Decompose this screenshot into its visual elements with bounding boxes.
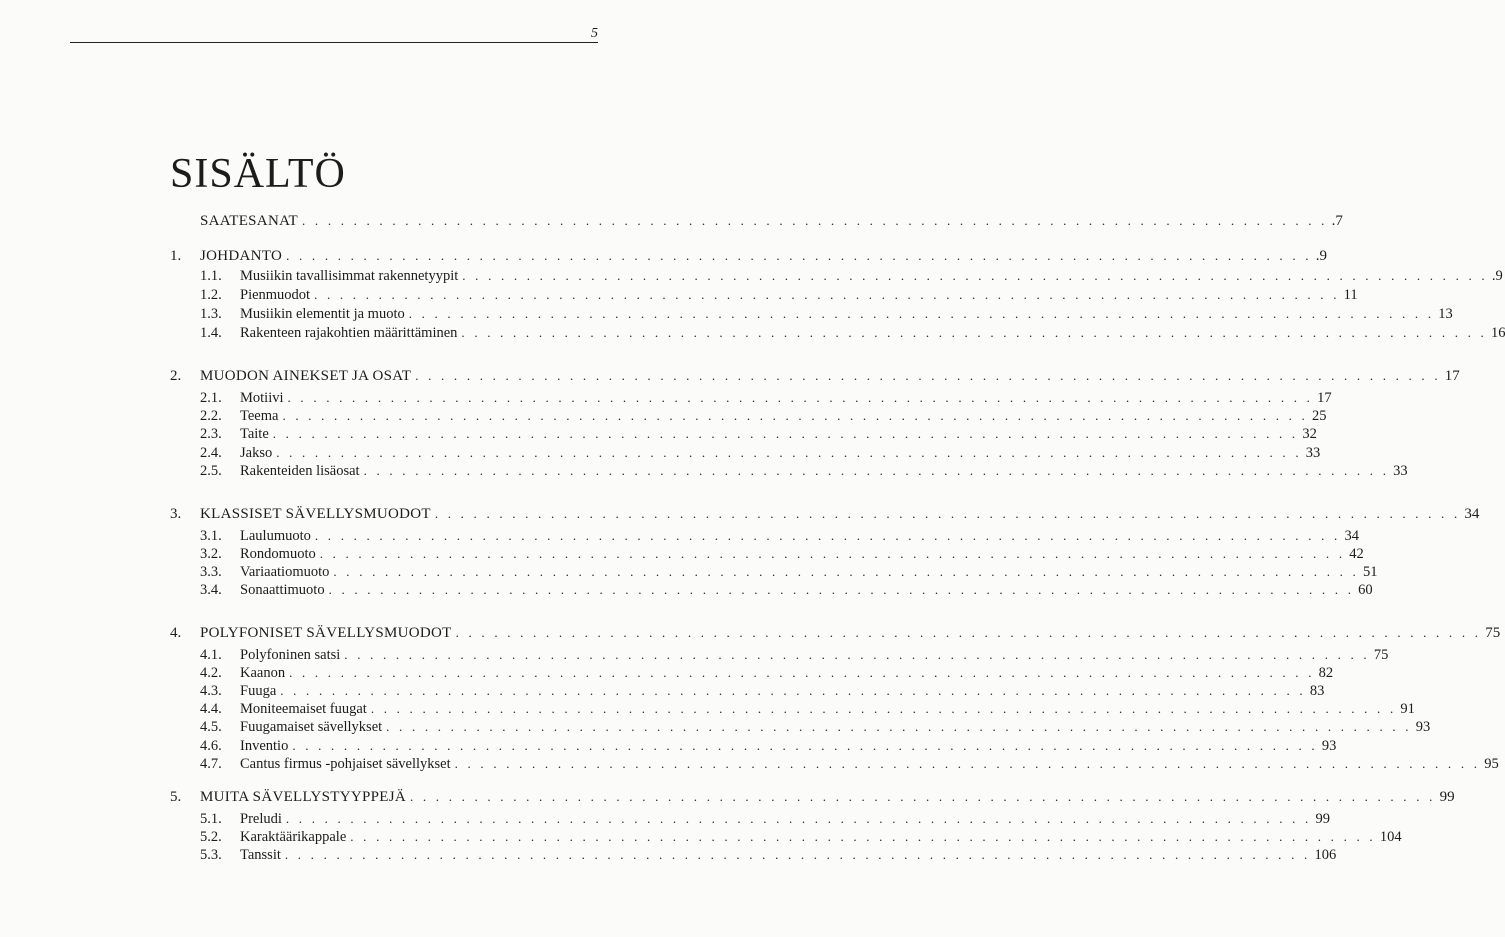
toc-number: 1.4. [200,325,222,341]
toc-page-number: 25 [1312,408,1327,424]
toc-page-number: 91 [1400,701,1415,717]
toc-leader-dots: . . . . . . . . . . . . . . . . . . . . . . . . . . . . . . . . . . . . . . . . . . . . . . . . . . . . . . . . . . . . . . . . . . . . . . . . . . . . . . . . [454,756,1481,771]
toc-title: Polyfoninen satsi [240,647,341,663]
toc-title: SAATESANAT [200,213,299,229]
toc-entry-row [170,407,1327,425]
toc-entry-row [170,664,1334,682]
toc-title: MUITA SÄVELLYSTYYPPEJÄ [200,789,406,805]
toc-entry-row [170,581,1373,599]
toc-number: 3.2. [200,546,222,562]
toc-number: 3.4. [200,582,222,598]
toc-leader-dots: . . . . . . . . . . . . . . . . . . . . . . . . . . . . . . . . . . . . . . . . . . . . . . . . . . . . . . . . . . . . . . . . . . . . . . . . . . . . . . . . [284,847,1311,862]
toc-page-number: 99 [1439,789,1455,805]
toc-page-number: 34 [1464,506,1480,522]
toc-entry-row [170,425,1317,443]
toc-title: Musiikin elementit ja muoto [240,306,405,322]
toc-title: Moniteemaiset fuugat [240,701,367,717]
toc-page-number: 32 [1302,426,1317,442]
toc-title: Preludi [240,811,282,827]
toc-leader-dots: . . . . . . . . . . . . . . . . . . . . . . . . . . . . . . . . . . . . . . . . . . . . . . . . . . . . . . . . . . . . . . . . . . . . . . . . . . . . . . . . [302,213,1328,228]
toc-title: Musiikin tavallisimmat rakennetyypit [240,268,459,284]
toc-title: Teema [240,408,279,424]
toc-leader-dots: . . . . . . . . . . . . . . . . . . . . . . . . . . . . . . . . . . . . . . . . . . . . . . . . . . . . . . . . . . . . . . . . . . . . . . . . . . . . . . . . [314,528,1341,543]
toc-leader-dots: . . . . . . . . . . . . . . . . . . . . . . . . . . . . . . . . . . . . . . . . . . . . . . . . . . . . . . . . . . . . . . . . . . . . . . . . . . . . . . . . [282,408,1308,423]
page-title: SISÄLTÖ [170,151,346,197]
toc-leader-dots: . . . . . . . . . . . . . . . . . . . . . . . . . . . . . . . . . . . . . . . . . . . . . . . . . . . . . . . . . . . . . . . . . . . . . . . . . . . . . . . . [328,582,1355,597]
toc-number: 4.5. [200,719,222,735]
toc-title: Fuugamaiset sävellykset [240,719,383,735]
toc-leader-dots: . . . . . . . . . . . . . . . . . . . . . . . . . . . . . . . . . . . . . . . . . . . . . . . . . . . . . . . . . . . . . . . . . . . . . . . . . . . . . . . . [350,829,1376,844]
toc-title: Rakenteen rajakohtien määrittäminen [240,325,458,341]
toc-leader-dots: . . . . . . . . . . . . . . . . . . . . . . . . . . . . . . . . . . . . . . . . . . . . . . . . . . . . . . . . . . . . . . . . . . . . . . . . . . . . . . . . [287,390,1314,405]
toc-leader-dots: . . . . . . . . . . . . . . . . . . . . . . . . . . . . . . . . . . . . . . . . . . . . . . . . . . . . . . . . . . . . . . . . . . . . . . . . . . . . . . . . [363,463,1390,478]
toc-chapter-row [170,212,1343,230]
toc-number: 2.1. [200,390,222,406]
toc-number: 1.3. [200,306,222,322]
toc-number: 5. [170,789,182,805]
toc-title: Pienmuodot [240,287,311,303]
toc-number: 4.7. [200,756,222,772]
toc-number: 2. [170,368,182,384]
toc-number: 5.1. [200,811,222,827]
toc-leader-dots: . . . . . . . . . . . . . . . . . . . . . . . . . . . . . . . . . . . . . . . . . . . . . . . . . . . . . . . . . . . . . . . . . . . . . . . . . . . . . . . . [410,789,1436,804]
toc-leader-dots: . . . . . . . . . . . . . . . . . . . . . . . . . . . . . . . . . . . . . . . . . . . . . . . . . . . . . . . . . . . . . . . . . . . . . . . . . . . . . . . . [314,287,1340,302]
toc-page-number: 75 [1373,647,1389,663]
toc-page-number: 17 [1317,390,1332,406]
toc-title: Sonaattimuoto [240,582,325,598]
toc-entry-row [170,545,1364,563]
toc-entry-row [170,846,1337,864]
header-rule [70,42,598,43]
toc-page-number: .9 [1315,248,1327,264]
toc-entry-row [170,700,1415,718]
page-number: 5 [591,26,598,41]
toc-entry-row [170,682,1325,700]
toc-leader-dots: . . . . . . . . . . . . . . . . . . . . . . . . . . . . . . . . . . . . . . . . . . . . . . . . . . . . . . . . . . . . . . . . . . . . . . . . . . . . . . . . [386,719,1412,734]
toc-leader-dots: . . . . . . . . . . . . . . . . . . . . . . . . . . . . . . . . . . . . . . . . . . . . . . . . . . . . . . . . . . . . . . . . . . . . . . . . . . . . . . . . [286,248,1312,263]
toc-number: 4. [170,625,182,641]
toc-leader-dots: . . . . . . . . . . . . . . . . . . . . . . . . . . . . . . . . . . . . . . . . . . . . . . . . . . . . . . . . . . . . . . . . . . . . . . . . . . . . . . . . [280,683,1306,698]
toc-entry-row [170,267,1503,285]
toc-number: 4.3. [200,683,222,699]
toc-title: Karaktäärikappale [240,829,347,845]
toc-number: 4.2. [200,665,222,681]
toc-title: Rakenteiden lisäosat [240,463,360,479]
toc-entry-row [170,646,1389,664]
toc-chapter-row [170,624,1501,642]
toc-title: Cantus firmus -pohjaiset sävellykset [240,756,451,772]
toc-page-number: 33 [1305,445,1321,461]
toc-page-number: 106 [1314,847,1337,863]
toc-title: Fuuga [240,683,277,699]
toc-leader-dots: . . . . . . . . . . . . . . . . . . . . . . . . . . . . . . . . . . . . . . . . . . . . . . . . . . . . . . . . . . . . . . . . . . . . . . . . . . . . . . . . [272,426,1299,441]
toc-leader-dots: . . . . . . . . . . . . . . . . . . . . . . . . . . . . . . . . . . . . . . . . . . . . . . . . . . . . . . . . . . . . . . . . . . . . . . . . . . . . . . . . [333,564,1359,579]
toc-leader-dots: . . . . . . . . . . . . . . . . . . . . . . . . . . . . . . . . . . . . . . . . . . . . . . . . . . . . . . . . . . . . . . . . . . . . . . . . . . . . . . . . [289,665,1315,680]
toc-entry-row [170,389,1332,407]
toc-chapter-row [170,505,1480,523]
toc-entry-row [170,527,1359,545]
toc-entry-row [170,462,1408,480]
toc-entry-row [170,755,1499,773]
toc-number: 1.1. [200,268,222,284]
toc-page-number: 13 [1438,306,1453,322]
toc-entry-row [170,324,1505,342]
toc-leader-dots: . . . . . . . . . . . . . . . . . . . . . . . . . . . . . . . . . . . . . . . . . . . . . . . . . . . . . . . . . . . . . . . . . . . . . . . . . . . . . . . . [408,306,1435,321]
toc-title: KLASSISET SÄVELLYSMUODOT [200,506,431,522]
toc-number: 4.6. [200,738,222,754]
toc-number: 3.3. [200,564,222,580]
toc-page-number: 51 [1362,564,1378,580]
toc-leader-dots: . . . . . . . . . . . . . . . . . . . . . . . . . . . . . . . . . . . . . . . . . . . . . . . . . . . . . . . . . . . . . . . . . . . . . . . . . . . . . . . . [370,701,1397,716]
toc-entry-row [170,737,1337,755]
toc-page-number: 95 [1484,756,1499,772]
toc-entry-row [170,718,1431,736]
toc-title: Tanssit [240,847,281,863]
toc-number: 5.3. [200,847,222,863]
toc-page-number: 75 [1485,625,1501,641]
toc-entry-row [170,563,1378,581]
toc-number: 4.4. [200,701,222,717]
toc-number: 3.1. [200,528,222,544]
toc-number: 4.1. [200,647,222,663]
toc-entry-row [170,286,1358,304]
toc-title: Taite [240,426,269,442]
toc-page-number: .7 [1331,213,1343,229]
toc-leader-dots: . . . . . . . . . . . . . . . . . . . . . . . . . . . . . . . . . . . . . . . . . . . . . . . . . . . . . . . . . . . . . . . . . . . . . . . . . . . . . . . . [455,625,1482,640]
toc-chapter-row [170,247,1327,265]
toc-leader-dots: . . . . . . . . . . . . . . . . . . . . . . . . . . . . . . . . . . . . . . . . . . . . . . . . . . . . . . . . . . . . . . . . . . . . . . . . . . . . . . . . [461,325,1487,340]
toc-leader-dots: . . . . . . . . . . . . . . . . . . . . . . . . . . . . . . . . . . . . . . . . . . . . . . . . . . . . . . . . . . . . . . . . . . . . . . . . . . . . . . . . [344,647,1370,662]
toc-page-number: 83 [1309,683,1325,699]
toc-title: JOHDANTO [200,248,283,264]
toc-page-number: 99 [1315,811,1330,827]
toc-number: 2.3. [200,426,222,442]
toc-entry-row [170,305,1453,323]
toc-title: Inventio [240,738,289,754]
toc-number: 2.5. [200,463,222,479]
toc-page-number: 33 [1393,463,1408,479]
toc-chapter-row [170,788,1455,806]
toc-title: Kaanon [240,665,286,681]
toc-title: Rondomuoto [240,546,316,562]
toc-leader-dots: . . . . . . . . . . . . . . . . . . . . . . . . . . . . . . . . . . . . . . . . . . . . . . . . . . . . . . . . . . . . . . . . . . . . . . . . . . . . . . . . [415,368,1441,383]
toc-number: 2.4. [200,445,222,461]
toc-entry-row [170,828,1402,846]
toc-leader-dots: . . . . . . . . . . . . . . . . . . . . . . . . . . . . . . . . . . . . . . . . . . . . . . . . . . . . . . . . . . . . . . . . . . . . . . . . . . . . . . . . [292,738,1318,753]
toc-page-number: 17 [1444,368,1460,384]
toc-number: 2.2. [200,408,222,424]
toc-leader-dots: . . . . . . . . . . . . . . . . . . . . . . . . . . . . . . . . . . . . . . . . . . . . . . . . . . . . . . . . . . . . . . . . . . . . . . . . . . . . . . . . [276,445,1302,460]
toc-entry-row [170,810,1330,828]
toc-page-number: 93 [1321,738,1337,754]
toc-page-number: 60 [1358,582,1373,598]
toc-page-number: .9 [1491,268,1503,284]
toc-title: MUODON AINEKSET JA OSAT [200,368,412,384]
toc-leader-dots: . . . . . . . . . . . . . . . . . . . . . . . . . . . . . . . . . . . . . . . . . . . . . . . . . . . . . . . . . . . . . . . . . . . . . . . . . . . . . . . . [462,268,1488,283]
toc-chapter-row [170,367,1460,385]
toc-page-number: 93 [1415,719,1431,735]
toc-entry-row [170,444,1321,462]
toc-number: 5.2. [200,829,222,845]
toc-page-number: 104 [1379,829,1402,845]
toc-title: POLYFONISET SÄVELLYSMUODOT [200,625,452,641]
toc-title: Jakso [240,445,273,461]
toc-title: Motiivi [240,390,284,406]
toc-number: 3. [170,506,182,522]
toc-title: Variaatiomuoto [240,564,330,580]
toc-leader-dots: . . . . . . . . . . . . . . . . . . . . . . . . . . . . . . . . . . . . . . . . . . . . . . . . . . . . . . . . . . . . . . . . . . . . . . . . . . . . . . . . [285,811,1312,826]
toc-page-number: 82 [1318,665,1334,681]
toc-leader-dots: . . . . . . . . . . . . . . . . . . . . . . . . . . . . . . . . . . . . . . . . . . . . . . . . . . . . . . . . . . . . . . . . . . . . . . . . . . . . . . . . [434,506,1461,521]
toc-page-number: 42 [1349,546,1364,562]
toc-number: 1.2. [200,287,222,303]
toc-page-number: 11 [1343,287,1358,303]
toc-page-number: 16 [1490,325,1505,341]
toc-title: Laulumuoto [240,528,311,544]
toc-leader-dots: . . . . . . . . . . . . . . . . . . . . . . . . . . . . . . . . . . . . . . . . . . . . . . . . . . . . . . . . . . . . . . . . . . . . . . . . . . . . . . . . [319,546,1346,561]
toc-number: 1. [170,248,182,264]
toc-page-number: 34 [1344,528,1359,544]
